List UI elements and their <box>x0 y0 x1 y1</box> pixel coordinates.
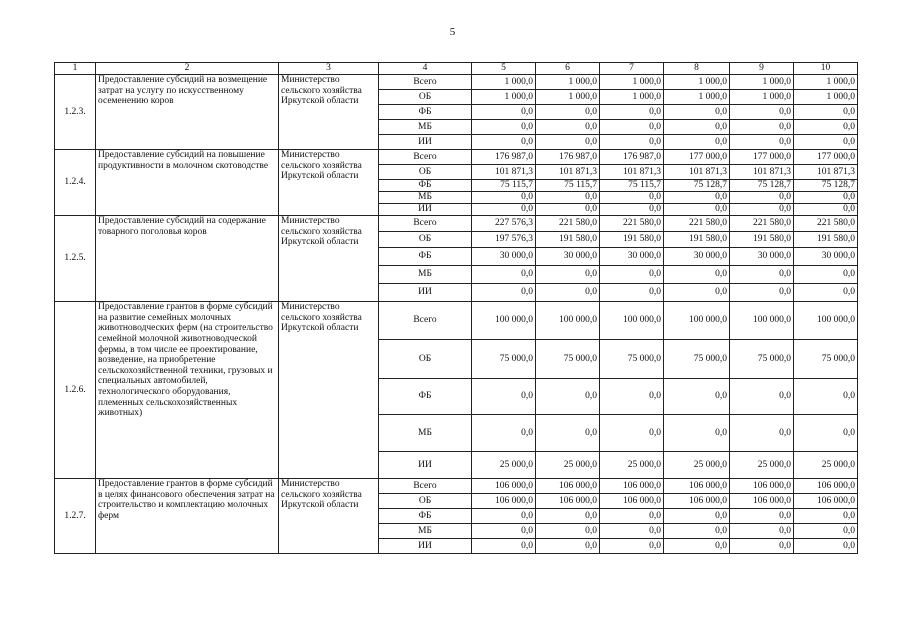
funding-value: 30 000,0 <box>664 248 730 266</box>
funding-value: 0,0 <box>794 509 858 524</box>
funding-value: 197 576,3 <box>472 232 536 248</box>
table-row <box>55 150 858 165</box>
funding-value: 106 000,0 <box>794 479 858 494</box>
funding-value: 30 000,0 <box>600 248 664 266</box>
funding-value: 0,0 <box>664 120 730 135</box>
column-number: 8 <box>664 63 730 75</box>
program-executor: Министерство сельского хозяйства Иркутской области <box>279 479 379 554</box>
funding-value: 0,0 <box>472 105 536 120</box>
budget-table <box>54 62 858 554</box>
funding-value: 30 000,0 <box>730 248 794 266</box>
funding-source: ФБ <box>379 379 472 415</box>
funding-value: 0,0 <box>664 379 730 415</box>
funding-value: 0,0 <box>600 135 664 150</box>
funding-value: 0,0 <box>600 192 664 204</box>
program-code: 1.2.7. <box>55 479 96 554</box>
funding-source: Всего <box>379 216 472 232</box>
funding-value: 106 000,0 <box>600 479 664 494</box>
funding-value: 0,0 <box>730 284 794 302</box>
funding-value: 0,0 <box>536 135 600 150</box>
funding-value: 191 580,0 <box>730 232 794 248</box>
funding-value: 101 871,3 <box>536 165 600 180</box>
funding-value: 106 000,0 <box>472 494 536 509</box>
funding-value: 0,0 <box>600 204 664 216</box>
funding-value: 0,0 <box>536 539 600 554</box>
funding-source: ОБ <box>379 494 472 509</box>
funding-value: 1 000,0 <box>536 90 600 105</box>
funding-value: 0,0 <box>472 284 536 302</box>
funding-value: 0,0 <box>730 379 794 415</box>
funding-value: 0,0 <box>664 192 730 204</box>
funding-value: 1 000,0 <box>664 75 730 90</box>
funding-value: 0,0 <box>600 415 664 452</box>
funding-value: 0,0 <box>472 204 536 216</box>
funding-value: 0,0 <box>730 524 794 539</box>
funding-value: 0,0 <box>664 284 730 302</box>
funding-value: 0,0 <box>730 204 794 216</box>
program-name: Предоставление грантов в форме субсидий в целях финансового обеспечения затрат на строительство и комплектацию молочных ферм <box>96 479 279 554</box>
funding-source: ФБ <box>379 509 472 524</box>
funding-value: 0,0 <box>536 204 600 216</box>
funding-value: 191 580,0 <box>600 232 664 248</box>
funding-value: 191 580,0 <box>664 232 730 248</box>
program-code: 1.2.4. <box>55 150 96 216</box>
funding-source: ОБ <box>379 90 472 105</box>
column-number-row <box>55 63 858 75</box>
funding-source: ИИ <box>379 204 472 216</box>
funding-value: 221 580,0 <box>794 216 858 232</box>
funding-source: ФБ <box>379 105 472 120</box>
funding-value: 75 128,7 <box>664 180 730 192</box>
funding-value: 0,0 <box>600 266 664 284</box>
table-row <box>55 302 858 340</box>
funding-value: 0,0 <box>794 135 858 150</box>
funding-value: 1 000,0 <box>472 90 536 105</box>
funding-value: 25 000,0 <box>794 452 858 479</box>
funding-value: 176 987,0 <box>472 150 536 165</box>
funding-value: 30 000,0 <box>472 248 536 266</box>
column-number: 5 <box>472 63 536 75</box>
funding-value: 177 000,0 <box>730 150 794 165</box>
funding-value: 0,0 <box>536 379 600 415</box>
funding-value: 0,0 <box>794 284 858 302</box>
funding-value: 0,0 <box>664 266 730 284</box>
program-executor: Министерство сельского хозяйства Иркутской области <box>279 302 379 479</box>
funding-value: 0,0 <box>536 192 600 204</box>
funding-value: 0,0 <box>730 135 794 150</box>
funding-value: 0,0 <box>472 524 536 539</box>
funding-value: 0,0 <box>730 192 794 204</box>
column-number: 4 <box>379 63 472 75</box>
funding-value: 0,0 <box>794 204 858 216</box>
funding-value: 176 987,0 <box>536 150 600 165</box>
funding-value: 100 000,0 <box>664 302 730 340</box>
funding-value: 106 000,0 <box>664 494 730 509</box>
funding-value: 1 000,0 <box>472 75 536 90</box>
funding-value: 106 000,0 <box>730 494 794 509</box>
table-row <box>55 75 858 90</box>
funding-value: 0,0 <box>536 524 600 539</box>
funding-value: 0,0 <box>794 105 858 120</box>
funding-value: 101 871,3 <box>730 165 794 180</box>
funding-value: 0,0 <box>600 120 664 135</box>
funding-value: 0,0 <box>536 509 600 524</box>
funding-value: 221 580,0 <box>536 216 600 232</box>
funding-value: 106 000,0 <box>472 479 536 494</box>
funding-value: 1 000,0 <box>730 75 794 90</box>
funding-value: 0,0 <box>730 105 794 120</box>
funding-source: ФБ <box>379 180 472 192</box>
funding-value: 1 000,0 <box>794 90 858 105</box>
funding-value: 0,0 <box>794 524 858 539</box>
funding-value: 100 000,0 <box>472 302 536 340</box>
funding-source: Всего <box>379 302 472 340</box>
funding-value: 106 000,0 <box>600 494 664 509</box>
funding-value: 0,0 <box>794 192 858 204</box>
funding-source: ОБ <box>379 340 472 379</box>
funding-value: 1 000,0 <box>664 90 730 105</box>
funding-source: МБ <box>379 415 472 452</box>
funding-value: 30 000,0 <box>794 248 858 266</box>
funding-source: МБ <box>379 524 472 539</box>
funding-value: 106 000,0 <box>536 479 600 494</box>
program-name: Предоставление субсидий на повышение продуктивности в молочном скотоводстве <box>96 150 279 216</box>
funding-value: 101 871,3 <box>472 165 536 180</box>
table-row <box>55 216 858 232</box>
funding-value: 0,0 <box>730 266 794 284</box>
funding-value: 0,0 <box>472 192 536 204</box>
funding-value: 1 000,0 <box>600 90 664 105</box>
funding-value: 0,0 <box>664 524 730 539</box>
funding-value: 0,0 <box>664 509 730 524</box>
funding-value: 0,0 <box>794 379 858 415</box>
funding-value: 0,0 <box>794 539 858 554</box>
funding-value: 221 580,0 <box>600 216 664 232</box>
funding-source: ФБ <box>379 248 472 266</box>
funding-value: 0,0 <box>600 284 664 302</box>
funding-value: 100 000,0 <box>794 302 858 340</box>
funding-value: 25 000,0 <box>536 452 600 479</box>
funding-value: 0,0 <box>472 120 536 135</box>
funding-value: 0,0 <box>600 524 664 539</box>
funding-value: 25 000,0 <box>664 452 730 479</box>
table-body <box>55 63 858 554</box>
funding-value: 0,0 <box>794 120 858 135</box>
funding-value: 0,0 <box>730 539 794 554</box>
funding-value: 0,0 <box>472 379 536 415</box>
funding-source: ИИ <box>379 452 472 479</box>
column-number: 10 <box>794 63 858 75</box>
funding-source: ОБ <box>379 232 472 248</box>
funding-value: 191 580,0 <box>536 232 600 248</box>
funding-value: 0,0 <box>472 415 536 452</box>
funding-value: 101 871,3 <box>664 165 730 180</box>
funding-value: 75 000,0 <box>730 340 794 379</box>
funding-value: 0,0 <box>664 415 730 452</box>
funding-value: 0,0 <box>730 120 794 135</box>
funding-value: 0,0 <box>664 135 730 150</box>
funding-source: ИИ <box>379 135 472 150</box>
funding-value: 1 000,0 <box>536 75 600 90</box>
funding-value: 0,0 <box>472 539 536 554</box>
funding-source: МБ <box>379 120 472 135</box>
program-code: 1.2.5. <box>55 216 96 302</box>
funding-value: 0,0 <box>536 284 600 302</box>
funding-value: 106 000,0 <box>536 494 600 509</box>
funding-value: 0,0 <box>472 509 536 524</box>
funding-value: 0,0 <box>600 379 664 415</box>
funding-value: 75 115,7 <box>472 180 536 192</box>
program-executor: Министерство сельского хозяйства Иркутской области <box>279 150 379 216</box>
funding-value: 0,0 <box>664 105 730 120</box>
funding-value: 1 000,0 <box>794 75 858 90</box>
funding-value: 100 000,0 <box>730 302 794 340</box>
table-row <box>55 479 858 494</box>
funding-value: 1 000,0 <box>730 90 794 105</box>
funding-value: 0,0 <box>536 415 600 452</box>
funding-value: 227 576,3 <box>472 216 536 232</box>
funding-source: ИИ <box>379 539 472 554</box>
funding-source: Всего <box>379 75 472 90</box>
funding-value: 0,0 <box>794 266 858 284</box>
funding-source: ИИ <box>379 284 472 302</box>
funding-value: 0,0 <box>536 120 600 135</box>
column-number: 3 <box>279 63 379 75</box>
funding-value: 106 000,0 <box>730 479 794 494</box>
funding-value: 177 000,0 <box>794 150 858 165</box>
column-number: 7 <box>600 63 664 75</box>
funding-value: 221 580,0 <box>730 216 794 232</box>
funding-value: 221 580,0 <box>664 216 730 232</box>
funding-value: 0,0 <box>536 266 600 284</box>
funding-value: 25 000,0 <box>730 452 794 479</box>
funding-value: 25 000,0 <box>600 452 664 479</box>
funding-value: 75 128,7 <box>730 180 794 192</box>
program-executor: Министерство сельского хозяйства Иркутской области <box>279 216 379 302</box>
funding-value: 75 000,0 <box>536 340 600 379</box>
funding-source: ОБ <box>379 165 472 180</box>
funding-value: 101 871,3 <box>794 165 858 180</box>
funding-value: 176 987,0 <box>600 150 664 165</box>
page-number: 5 <box>449 26 456 38</box>
funding-value: 75 000,0 <box>472 340 536 379</box>
funding-value: 0,0 <box>600 539 664 554</box>
funding-value: 30 000,0 <box>536 248 600 266</box>
funding-value: 0,0 <box>600 509 664 524</box>
program-name: Предоставление субсидий на содержание товарного поголовья коров <box>96 216 279 302</box>
funding-source: Всего <box>379 150 472 165</box>
funding-value: 0,0 <box>794 415 858 452</box>
funding-value: 101 871,3 <box>600 165 664 180</box>
funding-source: МБ <box>379 266 472 284</box>
funding-source: Всего <box>379 479 472 494</box>
column-number: 2 <box>96 63 279 75</box>
funding-value: 75 000,0 <box>664 340 730 379</box>
funding-value: 0,0 <box>730 509 794 524</box>
funding-value: 75 000,0 <box>600 340 664 379</box>
funding-value: 75 000,0 <box>794 340 858 379</box>
funding-value: 1 000,0 <box>600 75 664 90</box>
funding-value: 0,0 <box>472 266 536 284</box>
funding-value: 100 000,0 <box>600 302 664 340</box>
funding-value: 177 000,0 <box>664 150 730 165</box>
funding-value: 75 115,7 <box>536 180 600 192</box>
funding-source: МБ <box>379 192 472 204</box>
column-number: 1 <box>55 63 96 75</box>
funding-value: 75 128,7 <box>794 180 858 192</box>
funding-value: 0,0 <box>730 415 794 452</box>
funding-value: 0,0 <box>600 105 664 120</box>
funding-value: 106 000,0 <box>664 479 730 494</box>
program-code: 1.2.6. <box>55 302 96 479</box>
program-code: 1.2.3. <box>55 75 96 150</box>
column-number: 6 <box>536 63 600 75</box>
program-name: Предоставление субсидий на возмещение затрат на услугу по искусственному осеменению коров <box>96 75 279 150</box>
funding-value: 106 000,0 <box>794 494 858 509</box>
funding-value: 0,0 <box>664 539 730 554</box>
funding-value: 191 580,0 <box>794 232 858 248</box>
program-executor: Министерство сельского хозяйства Иркутской области <box>279 75 379 150</box>
funding-value: 25 000,0 <box>472 452 536 479</box>
funding-value: 100 000,0 <box>536 302 600 340</box>
funding-value: 0,0 <box>472 135 536 150</box>
column-number: 9 <box>730 63 794 75</box>
funding-value: 75 115,7 <box>600 180 664 192</box>
program-name: Предоставление грантов в форме субсидий на развитие семейных молочных животноводческих ферм (на строительство семейной молочной животноводческой фермы, в том числе ее проектирование, возведение, на приобретение сельскохозяйственной техники, грузовых и специальных автомобилей, технологического оборудования, племенных сельскохозяйственных животных) <box>96 302 279 479</box>
funding-value: 0,0 <box>536 105 600 120</box>
funding-value: 0,0 <box>664 204 730 216</box>
